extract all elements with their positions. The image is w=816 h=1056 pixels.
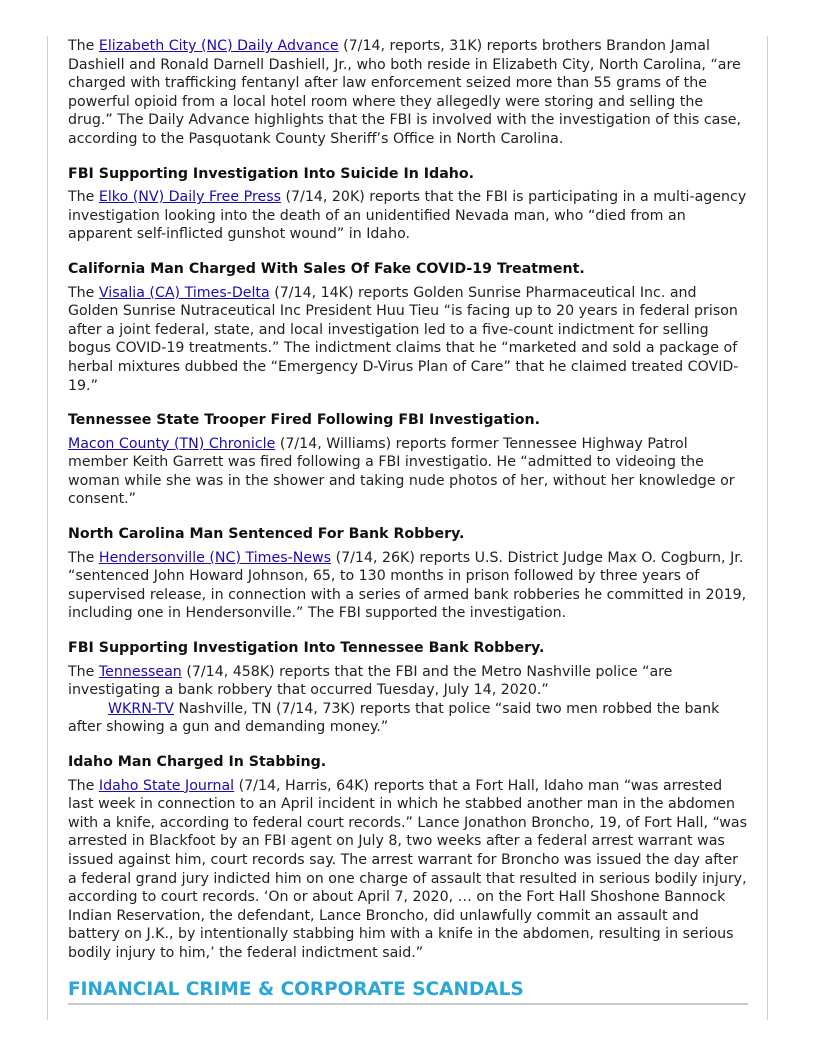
article-paragraph: The Visalia (CA) Times-Delta (7/14, 14K) reports Golden Sunrise Pharmaceutical Inc. and Golden Sunrise Nutraceutical Inc President Huu Tieu “is facing up to 20 years in federal prison after a joint federal, state, and local investigation led to a five-count indictment for selling bogus COVID-19 treatments.” The indictment claims that he “marketed and sold a package of herbal mixtures dubbed the “Emergency D-Virus Plan of Care” that he claimed treated COVID-19.” xyxy=(68,284,739,394)
source-link[interactable]: Elizabeth City (NC) Daily Advance xyxy=(98,38,339,54)
article-headline: FBI Supporting Investigation Into Tennessee Bank Robbery. xyxy=(68,640,545,657)
article-paragraph: The Elizabeth City (NC) Daily Advance (7/14, reports, 31K) reports brothers Brandon Jamal Dashiell and Ronald Darnell Dashiell, Jr., who both reside in Elizabeth City, North Carolina, “are charged with trafficking fentanyl after law enforcement seized more than 55 grams of the powerful opioid from a local hotel room where they allegedly were storing and selling the drug.” The Daily Advance highlights that the FBI is involved with the investigation of this case, according to the Pasquotank County Sheriff’s Office in North Carolina. xyxy=(68,38,741,147)
article-paragraph: The Tennessean (7/14, 458K) reports that the FBI and the Metro Nashville police “are investigating a bank robbery that occurred Tuesday, July 14, 2020.” xyxy=(68,663,673,699)
article-headline: California Man Charged With Sales Of Fake COVID-19 Treatment. xyxy=(68,260,585,277)
right-margin-rule xyxy=(767,36,768,1020)
article-paragraph: The Elko (NV) Daily Free Press (7/14, 20K) reports that the FBI is participating in a multi-agency investigation looking into the death of an unidentified Nevada man, who “died from an apparent self-inflicted gunshot wound” in Idaho. xyxy=(68,189,747,243)
article-headline: FBI Supporting Investigation Into Suicide In Idaho. xyxy=(68,165,475,182)
source-link[interactable]: WKRN-TV xyxy=(108,700,174,717)
article-paragraph: Macon County (TN) Chronicle (7/14, Williams) reports former Tennessee Highway Patrol member Keith Garrett was fired following a FBI investigatio. He “admitted to videoing the woman while she was in the shower and taking nude photos of her, without her knowledge or consent.” xyxy=(68,435,735,508)
section-heading: FINANCIAL CRIME & CORPORATE SCANDALS xyxy=(68,978,748,1005)
article-headline: Idaho Man Charged In Stabbing. xyxy=(68,754,327,770)
source-link[interactable]: Macon County (TN) Chronicle xyxy=(68,435,276,452)
document-body xyxy=(68,37,748,1005)
article-paragraph: The Hendersonville (NC) Times-News (7/14, 26K) reports U.S. District Judge Max O. Cogburn, Jr. “sentenced John Howard Johnson, 65, to 130 months in prison followed by three years of supervised release, in connection with a series of armed bank robberies he committed in 2019, including one in Hendersonville.” The FBI supported the investigation. xyxy=(68,549,747,622)
article-paragraph: The Idaho State Journal (7/14, Harris, 64K) reports that a Fort Hall, Idaho man “was arrested last week in connection to an April incident in which he stabbed another man in the abdomen with a knife, according to federal court records.” Lance Jonathon Broncho, 19, of Fort Hall, “was arrested in Blackfoot by an FBI agent on July 8, two weeks after a federal arrest warrant was issued against him, court records say. The arrest warrant for Broncho was issued the day after a federal grand jury indicted him on one charge of assault that resulted in serious bodily injury, according to court records. ‘On or about April 7, 2020, … on the Fort Hall Shoshone Bannock Indian Reservation, the defendant, Lance Broncho, did unlawfully commit an assault and battery on J.K., by intentionally stabbing him with a knife in the abdomen, resulting in serious bodily injury to him,’ the federal indictment said.” xyxy=(68,777,747,961)
left-margin-rule xyxy=(47,36,48,1020)
source-link[interactable]: Elko (NV) Daily Free Press xyxy=(98,189,281,206)
article-paragraph: WKRN-TV Nashville, TN (7/14, 73K) reports that police “said two men robbed the bank after showing a gun and demanding money.” xyxy=(68,700,720,736)
article-headline: Tennessee State Trooper Fired Following FBI Investigation. xyxy=(68,412,540,429)
article-headline: North Carolina Man Sentenced For Bank Robbery. xyxy=(68,526,465,543)
source-link[interactable]: Tennessean xyxy=(98,663,182,680)
source-link[interactable]: Idaho State Journal xyxy=(98,777,235,794)
source-link[interactable]: Visalia (CA) Times-Delta xyxy=(98,284,270,301)
source-link[interactable]: Hendersonville (NC) Times-News xyxy=(98,549,332,566)
